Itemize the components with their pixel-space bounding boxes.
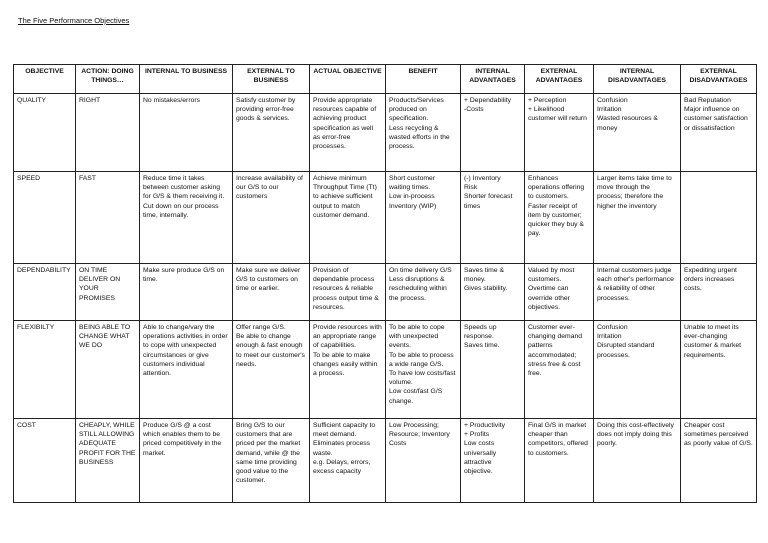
internal-cell: Able to change/vary the operations activities in order to cope with unexpected circumstances or give customers individual attention.	[140, 321, 233, 419]
external-cell: Make sure we deliver G/S to customers on time or earlier.	[233, 264, 310, 321]
header-benefit: BENEFIT	[386, 65, 461, 94]
table-row	[14, 94, 757, 172]
int-dis-cell: Confusion Irritation Wasted resources & money	[594, 94, 681, 172]
int-dis-cell: Internal customers judge each other's performance & reliability of other processes.	[594, 264, 681, 321]
header-ext-dis: EXTERNAL DISADVANTAGES	[681, 65, 757, 94]
external-cell: Offer range G/S. Be able to change enough & fast enough to meet our customer's needs.	[233, 321, 310, 419]
ext-dis-cell: Bad Reputation Major influence on customer satisfaction or dissatisfaction	[681, 94, 757, 172]
ext-dis-cell: Cheaper cost sometimes perceived as poorly value of G/S.	[681, 419, 757, 503]
int-adv-cell: + Productivity + Profits Low costs universally attractive objective.	[461, 419, 525, 503]
action-cell: RIGHT	[76, 94, 140, 172]
int-dis-cell: Confusion Irritation Disrupted standard processes.	[594, 321, 681, 419]
header-ext-adv: EXTERNAL ADVANTAGES	[525, 65, 594, 94]
header-int-dis: INTERNAL DISADVANTAGES	[594, 65, 681, 94]
internal-cell: No mistakes/errors	[140, 94, 233, 172]
actual-cell: Achieve minimum Throughput Time (Tt) to achieve sufficient output to match customer demand.	[310, 172, 386, 264]
actual-cell: Sufficient capacity to meet demand. Eliminates process waste. e.g. Delays, errors, excess capacity	[310, 419, 386, 503]
internal-cell: Make sure produce G/S on time.	[140, 264, 233, 321]
external-cell: Bring G/S to our customers that are priced per the market demand, while @ the same time providing good value to the customer.	[233, 419, 310, 503]
benefit-cell: On time delivery G/S Less disruptions & rescheduling within the process.	[386, 264, 461, 321]
ext-dis-cell	[681, 172, 757, 264]
table-row	[14, 172, 757, 264]
external-cell: Satisfy customer by providing error-free goods & services.	[233, 94, 310, 172]
table-row	[14, 321, 757, 419]
document-title: The Five Performance Objectives	[18, 16, 130, 25]
objective-cell: FLEXIBILTY	[14, 321, 76, 419]
actual-cell: Provide resources with an appropriate range of capabilities. To be able to make changes easily within a process.	[310, 321, 386, 419]
ext-adv-cell: Customer ever-changing demand patterns accommodated; stress free & cost free.	[525, 321, 594, 419]
header-internal: INTERNAL TO BUSINESS	[140, 65, 233, 94]
action-cell: FAST	[76, 172, 140, 264]
ext-adv-cell: + Perception + Likelihood customer will return	[525, 94, 594, 172]
int-adv-cell: (-) Inventory Risk Shorter forecast times	[461, 172, 525, 264]
action-cell: BEING ABLE TO CHANGE WHAT WE DO	[76, 321, 140, 419]
objective-cell: SPEED	[14, 172, 76, 264]
table-row	[14, 264, 757, 321]
external-cell: Increase availability of our G/S to our customers	[233, 172, 310, 264]
objective-cell: DEPENDABILITY	[14, 264, 76, 321]
int-adv-cell: Speeds up response. Saves time.	[461, 321, 525, 419]
objective-cell: QUALITY	[14, 94, 76, 172]
benefit-cell: Short customer waiting times. Low in-process Inventory (WIP)	[386, 172, 461, 264]
int-dis-cell: Doing this cost-effectively does not imply doing this poorly.	[594, 419, 681, 503]
objectives-table	[13, 64, 757, 503]
header-external: EXTERNAL TO BUSINESS	[233, 65, 310, 94]
ext-adv-cell: Enhances operations offering to customers. Faster receipt of item by customer; quicker they buy & pay.	[525, 172, 594, 264]
header-row	[14, 65, 757, 94]
int-adv-cell: Saves time & money. Gives stability.	[461, 264, 525, 321]
actual-cell: Provide appropriate resources capable of achieving product specification as well as error-free processes.	[310, 94, 386, 172]
int-adv-cell: + Dependability -Costs	[461, 94, 525, 172]
header-action: ACTION: DOING THINGS…	[76, 65, 140, 94]
ext-dis-cell: Unable to meet its ever-changing customer & market requirements.	[681, 321, 757, 419]
ext-adv-cell: Final G/S in market cheaper than competitors, offered to customers.	[525, 419, 594, 503]
ext-dis-cell: Expediting urgent orders increases costs.	[681, 264, 757, 321]
objective-cell: COST	[14, 419, 76, 503]
header-actual: ACTUAL OBJECTIVE	[310, 65, 386, 94]
internal-cell: Produce G/S @ a cost which enables them to be priced competitively in the market.	[140, 419, 233, 503]
action-cell: CHEAPLY, WHILE STILL ALLOWING ADEQUATE PROFIT FOR THE BUSINESS	[76, 419, 140, 503]
int-dis-cell: Larger items take time to move through the process; therefore the higher the inventory	[594, 172, 681, 264]
ext-adv-cell: Valued by most customers. Overtime can override other objectives.	[525, 264, 594, 321]
benefit-cell: Low Processing; Resource; Inventory Costs	[386, 419, 461, 503]
internal-cell: Reduce time it takes between customer asking for G/S & them receiving it. Cut down on our process time, internally.	[140, 172, 233, 264]
header-objective: OBJECTIVE	[14, 65, 76, 94]
actual-cell: Provision of dependable process resources & reliable process output time & resources.	[310, 264, 386, 321]
benefit-cell: Products/Services produced on specification. Less recycling & wasted efforts in the process.	[386, 94, 461, 172]
action-cell: ON TIME DELIVER ON YOUR PROMISES	[76, 264, 140, 321]
table-row	[14, 419, 757, 503]
benefit-cell: To be able to cope with unexpected events. To be able to process a wide range G/S. To have low costs/fast volume. Low cost/fast G/S change.	[386, 321, 461, 419]
header-int-adv: INTERNAL ADVANTAGES	[461, 65, 525, 94]
